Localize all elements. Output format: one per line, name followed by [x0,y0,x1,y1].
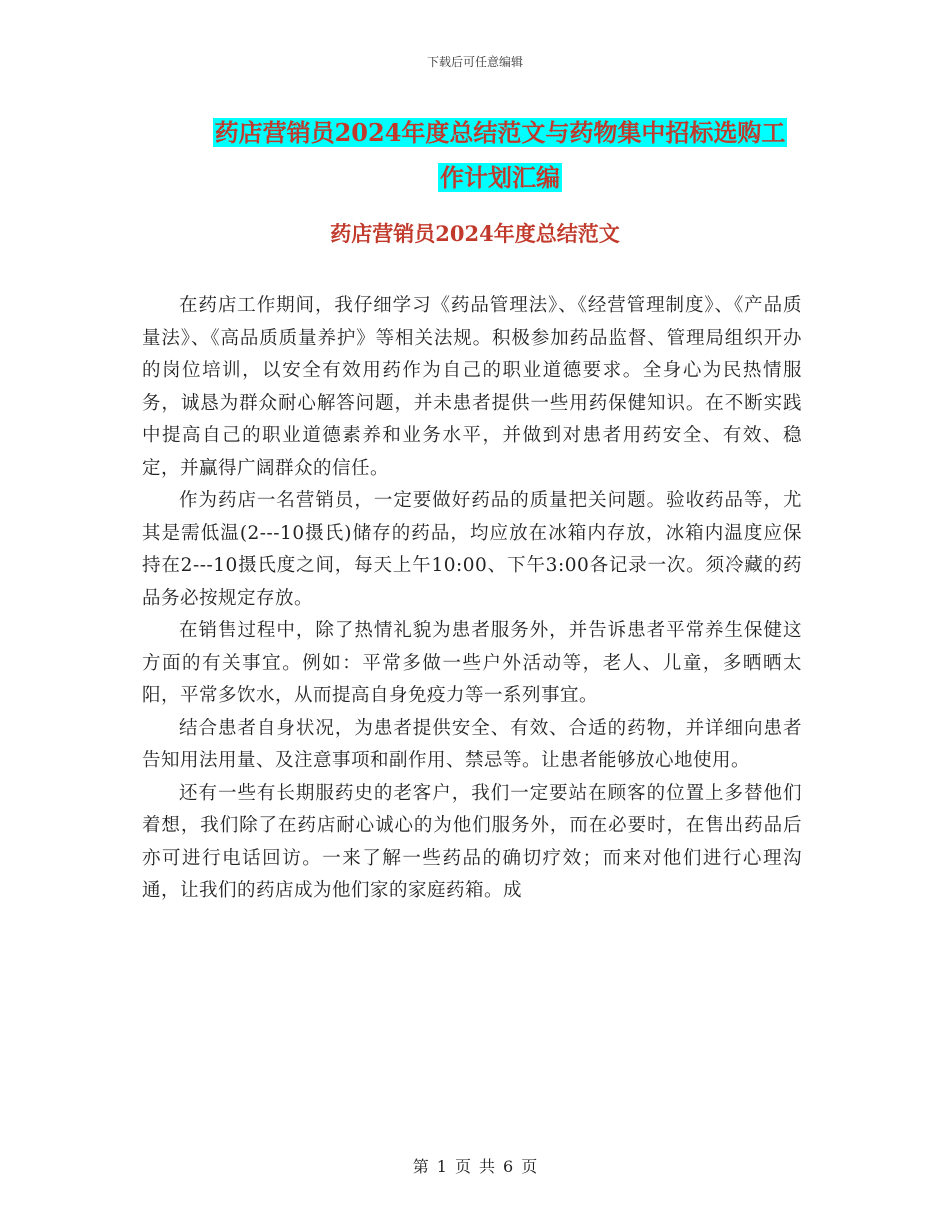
document-title-line-1: 药店营销员2024年度总结范文与药物集中招标选购工 [214,118,786,147]
document-title [130,110,870,200]
section-title: 药店营销员2024年度总结范文 [330,221,620,246]
page-mid-2: 共 [479,1157,496,1176]
page-prefix: 第 [412,1157,429,1176]
page-suffix: 页 [521,1157,538,1176]
page-footer [0,1154,950,1177]
page-current: 1 [436,1157,447,1176]
page-total: 6 [503,1157,514,1176]
paragraph: 结合患者自身状况，为患者提供安全、有效、合适的药物，并详细向患者告知用法用量、及注意事项和副作用、禁忌等。让患者能够放心地使用。 [142,717,802,771]
header-note: 下载后可任意编辑 [426,55,523,69]
paragraph: 作为药店一名营销员，一定要做好药品的质量把关问题。验收药品等，尤其是需低温(2---10摄氏)储存的药品，均应放在冰箱内存放，冰箱内温度应保持在2---10摄氏度之间，每天上午10:00、下午3:00各记录一次。须冷藏的药品务必按规定存放。 [142,490,802,609]
paragraph: 还有一些有长期服药史的老客户，我们一定要站在顾客的位置上多替他们着想，我们除了在药店耐心诚心的为他们服务外，而在必要时，在售出药品后亦可进行电话回访。一来了解一些药品的确切疗效；而来对他们进行心理沟通，让我们的药店成为他们家的家庭药箱。成 [142,782,802,901]
paragraph: 在药店工作期间，我仔细学习《药品管理法》、《经营管理制度》、《产品质量法》、《高品质质量养护》等相关法规。积极参加药品监督、管理局组织开办的岗位培训，以安全有效用药作为自己的职业道德要求。全身心为民热情服务，诚恳为群众耐心解答问题，并未患者提供一些用药保健知识。在不断实践中提高自己的职业道德素养和业务水平，并做到对患者用药安全、有效、稳定，并赢得广阔群众的信任。 [142,295,802,479]
document-title-line-2: 作计划汇编 [440,163,560,192]
page-mid-1: 页 [454,1157,471,1176]
document-body [142,290,802,908]
paragraph: 在销售过程中，除了热情礼貌为患者服务外，并告诉患者平常养生保健这方面的有关事宜。例如：平常多做一些户外活动等，老人、儿童，多晒晒太阳，平常多饮水，从而提高自身免疫力等一系列事宜。 [142,620,802,706]
